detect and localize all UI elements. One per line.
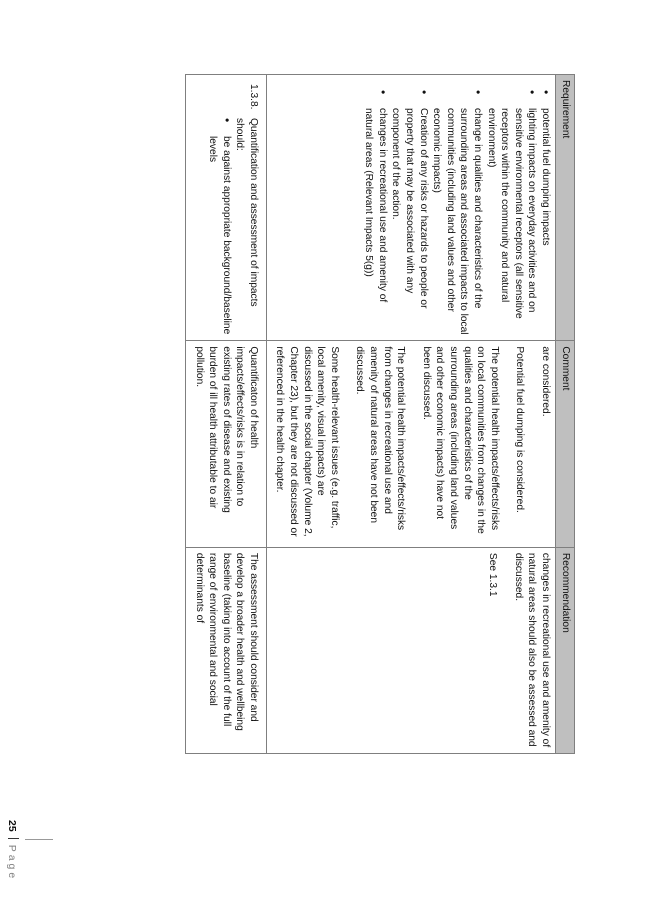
comment-paragraph: Some health-relevant issues (e.g. traffic, local amenity, visual impacts) are discussed in the social chapter (Volume 2, Chapter 23), but they are not discussed or referenced in the health chapter. [274,346,340,537]
recommendation-cell [266,547,555,753]
comment-paragraph: The potential health impacts/effects/risks on local communities from changes in the qualities and characteristics of the surrounding areas (including land values and other economic impacts) have not been discussed. [420,346,500,534]
page-number: 25 [6,820,18,832]
requirement-bullet-list [362,80,552,335]
requirement-number: 1.3.8. [247,84,259,110]
header-requirement: Requirement [556,75,575,341]
list-item: • change in qualities and characteristics of the surrounding areas and associated impacts to local communities (including land values and other economic impacts) [430,80,484,335]
table-row [185,75,266,754]
requirement-bullet-list [206,80,233,335]
recommendation-paragraph: The assessment should consider and develop a broader health and wellbeing baseline (taking into account of the full range of environmental and social determinants of [193,552,259,731]
page-label: Page [6,844,18,882]
requirement-cell [185,75,266,341]
requirement-cell [266,75,555,341]
comment-cell [266,341,555,548]
footer-separator [8,838,19,839]
header-comment: Comment [556,341,575,548]
list-item: • changes in recreational use and amenity of natural areas (Relevant Impacts 5(g)) [362,80,389,335]
page-footer [6,820,19,881]
table-row [266,75,555,754]
table-header-row [556,75,575,754]
header-recommendation: Recommendation [556,547,575,753]
comment-paragraph: Quantificaton of health impacts/effects/risks is in relation to existing rates of disease and existing burden of ill health attributable to air pollution. [193,346,259,513]
comment-paragraph: Potential fuel dumping is considered. [514,346,526,513]
requirements-table [185,74,575,754]
footer-divider [25,839,53,840]
requirement-text: Quantification and assessment of impacts should: [234,118,259,307]
recommendation-paragraph: See 1.3.1 [487,552,499,597]
list-item: • Creation of any risks or hazards to people or property that may be associated with any component of the action. [389,80,430,335]
list-item: • be against appropriate background/baseline levels [206,118,233,335]
comment-paragraph: are considered. [540,346,551,417]
comment-paragraph: The potential health impacts/effects/risks from changes in recreational use and amenity of natural areas have not been discussed. [354,346,407,531]
list-item: • potential fuel dumping impacts [538,80,552,335]
recommendation-cell [185,547,266,753]
requirement-heading [233,80,260,335]
list-item: • lighting impacts on everyday activities and on sensitive environmental receptors (all sensitive receptors within the community and natural environment) [484,80,538,335]
recommendation-paragraph: changes in recreational use and amenity of natural areas should also be assessed and discussed. [512,552,551,748]
comment-cell [185,341,266,548]
